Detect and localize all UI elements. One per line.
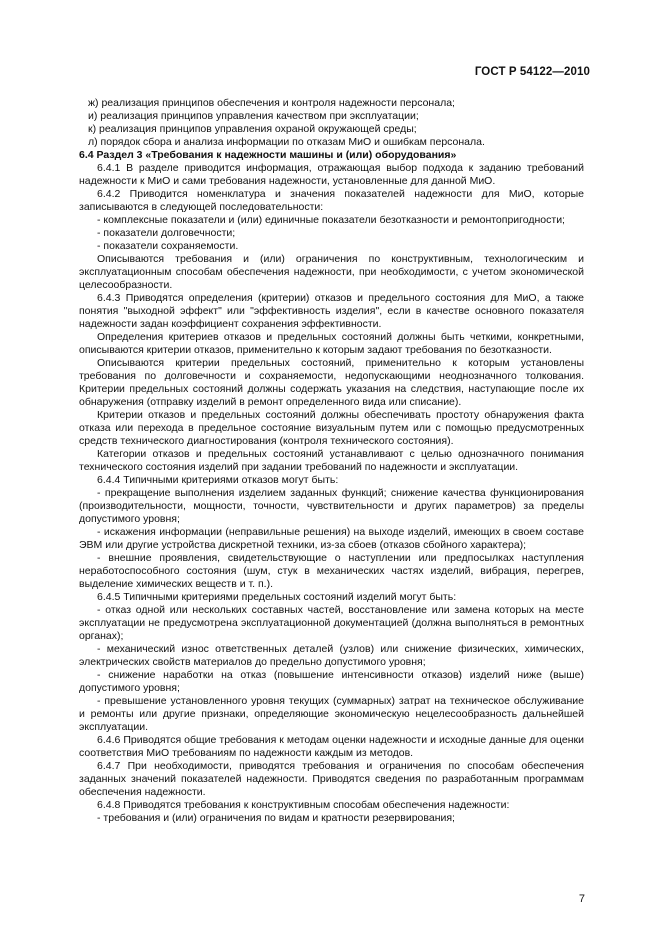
paragraph: 6.4.8 Приводятся требования к конструктивным способам обеспечения надежности: — [97, 799, 510, 811]
list-item: ж) реализация принципов обеспечения и контроля надежности персонала; — [88, 97, 455, 109]
list-item: и) реализация принципов управления качеством при эксплуатации; — [88, 110, 419, 122]
paragraph: Определения критериев отказов и предельных состояний должны быть четкими, конкретными, описываются критерии отказов, применительно к которым задают требования по безотказности. — [79, 331, 584, 356]
paragraph: Описываются требования и (или) ограничения по конструктивным, технологическим и эксплуатационным способам обеспечения надежности, при необходимости, с учетом экономической целесообразности. — [79, 253, 584, 291]
paragraph: 6.4.1 В разделе приводится информация, отражающая выбор подхода к заданию требований надежности к МиО и сами требования надежности, установленные для данной МиО. — [79, 162, 584, 187]
paragraph: - внешние проявления, свидетельствующие о наступлении или предпосылках наступления неработоспособного состояния (шум, стук в механических частях изделий, вибрация, перегрев, выделение химических веществ и т. п.). — [79, 552, 584, 590]
paragraph: Описываются критерии предельных состояний, применительно к которым установлены требования по долговечности и сохраняемости, недопускающими неоднозначного толкования. Критерии предельных состояний должны содержать указания на следствия, наступающие после их обнаружения (отправку изделий в ремонт определенного вида или списание). — [79, 357, 584, 408]
paragraph: 6.4.5 Типичными критериями предельных состояний изделий могут быть: — [97, 591, 457, 603]
paragraph: - показатели сохраняемости. — [97, 240, 239, 252]
paragraph: 6.4.4 Типичными критериями отказов могут быть: — [97, 474, 339, 486]
paragraph: - превышение установленного уровня текущих (суммарных) затрат на техническое обслуживание и ремонты или другие признаки, определяющие экономическую нецелесообразность дальнейшей эксплуатации. — [79, 695, 584, 733]
page-number: 7 — [578, 893, 585, 905]
paragraph: - прекращение выполнения изделием заданных функций; снижение качества функционирования (производительности, мощности, точности, чувствительности и других параметров) за пределы допустимого уровня; — [79, 487, 584, 525]
paragraph: - показатели долговечности; — [97, 227, 236, 239]
paragraph: 6.4.2 Приводится номенклатура и значения показателей надежности для МиО, которые записываются в следующей последовательности: — [79, 188, 584, 213]
document-header: ГОСТ Р 54122—2010 — [474, 66, 590, 78]
list-item: л) порядок сбора и анализа информации по отказам МиО и ошибкам персонала. — [88, 136, 485, 148]
paragraph: Категории отказов и предельных состояний устанавливают с целью однозначного понимания технического состояния изделий при задании требований по надежности и эксплуатации. — [79, 448, 584, 473]
paragraph: - механический износ ответственных деталей (узлов) или снижение физических, химических, электрических свойств материалов до предельно допустимого уровня; — [79, 643, 584, 668]
paragraph: Критерии отказов и предельных состояний должны обеспечивать простоту обнаружения факта отказа или перехода в предельное состояние визуальным путем или с помощью предусмотренных средств технического диагностирования (контроля технического состояния). — [79, 409, 584, 447]
paragraph: - требования и (или) ограничения по видам и кратности резервирования; — [97, 812, 455, 824]
paragraph: - комплексные показатели и (или) единичные показатели безотказности и ремонтопригодности; — [97, 214, 565, 226]
section-heading: 6.4 Раздел 3 «Требования к надежности машины и (или) оборудования» — [79, 149, 457, 161]
paragraph: 6.4.7 При необходимости, приводятся требования и ограничения по способам обеспечения заданных значений показателей надежности. Приводятся сведения по разработанным программам обеспечения надежности. — [79, 760, 584, 798]
document-body — [79, 97, 584, 825]
paragraph: 6.4.6 Приводятся общие требования к методам оценки надежности и исходные данные для оценки соответствия МиО требованиям по надежности каждым из методов. — [79, 734, 584, 759]
paragraph: - отказ одной или нескольких составных частей, восстановление или замена которых на месте эксплуатации не предусмотрена эксплуатационной документацией (должна выполняться в ремонтных органах); — [79, 604, 584, 642]
list-item: к) реализация принципов управления охраной окружающей среды; — [88, 123, 417, 135]
paragraph: 6.4.3 Приводятся определения (критерии) отказов и предельного состояния для МиО, а также понятия "выходной эффект" или "эффективность изделия", если в качестве основного показателя надежности задан коэффициент сохранения эффективности. — [79, 292, 584, 330]
paragraph: - снижение наработки на отказ (повышение интенсивности отказов) изделий ниже (выше) допустимого уровня; — [79, 669, 584, 694]
paragraph: - искажения информации (неправильные решения) на выходе изделий, имеющих в своем составе ЭВМ или другие устройства дискретной техники, из-за сбоев (отказов сбойного характера); — [79, 526, 584, 551]
